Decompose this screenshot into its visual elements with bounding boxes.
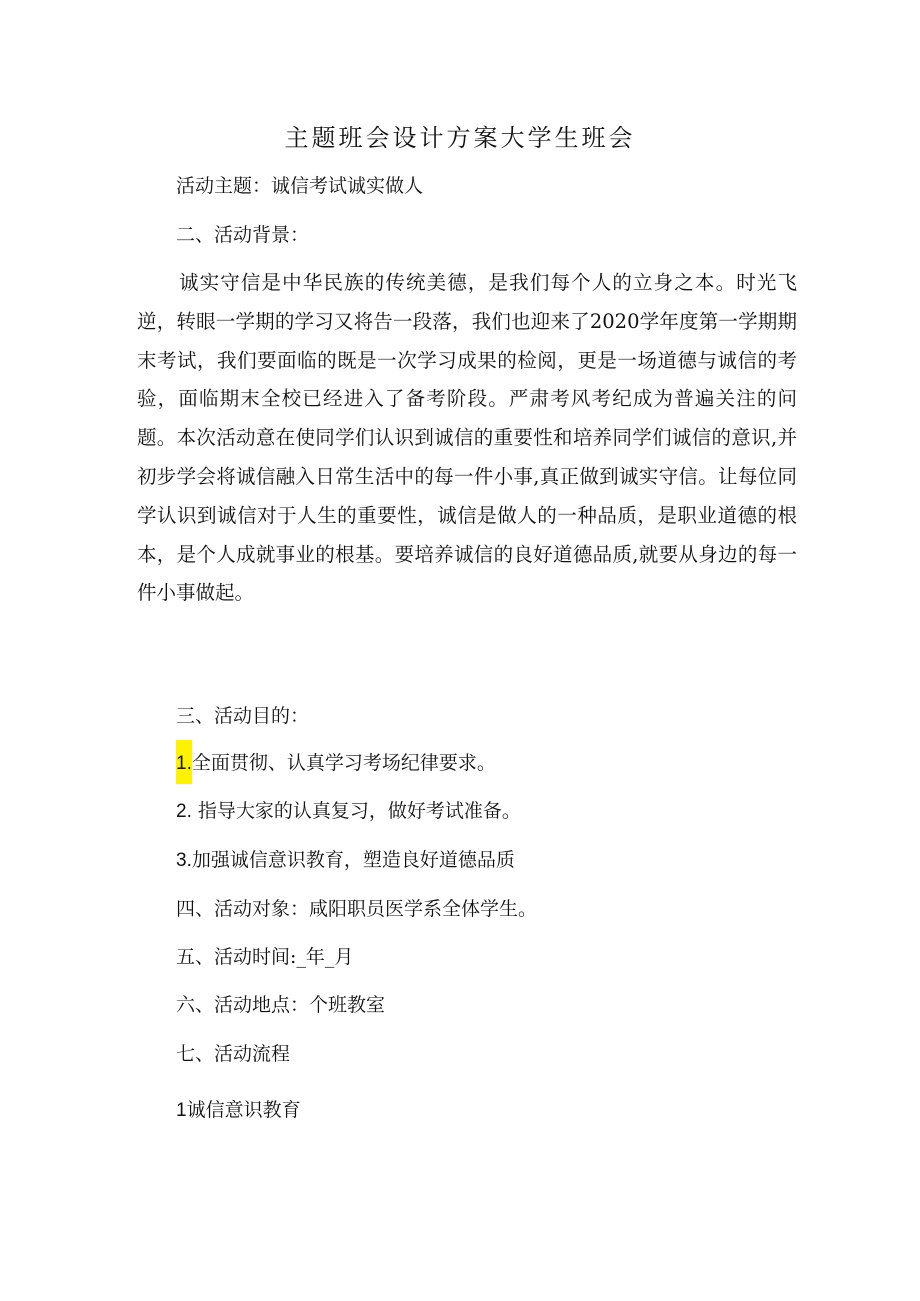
- section-heading-goals: 三、活动目的：: [176, 705, 310, 727]
- goal-number-highlight: 1.: [176, 740, 192, 784]
- document-title: 主题班会设计方案大学生班会: [284, 124, 636, 152]
- goal-text-3: 加强诚信意识教育，塑造良好道德品质: [191, 849, 515, 871]
- activity-location-line: 六、活动地点：个班教室: [176, 994, 386, 1016]
- process-step-text: 诚信意识教育: [186, 1099, 301, 1121]
- goal-item-2: [176, 797, 521, 826]
- goal-item-3: [176, 846, 515, 875]
- section-heading-background: 二、活动背景：: [176, 224, 310, 246]
- background-paragraph: 诚实守信是中华民族的传统美德，是我们每个人的立身之本。时光飞逆，转眼一学期的学习又将告一段落，我们也迎来了2020学年度第一学期期末考试，我们要面临的既是一次学习成果的检阅，更是一场道德与诚信的考验，面临期末全校已经进入了备考阶段。严肃考风考纪成为普遍关注的问题。本次活动意在使同学们认识到诚信的重要性和培养同学们诚信的意识,并初步学会将诚信融入日常生活中的每一件小事,真正做到诚实守信。让每位同学认识到诚信对于人生的重要性，诚信是做人的一种品质，是职业道德的根本，是个人成就事业的根基。要培养诚信的良好道德品质,就要从身边的每一件小事做起。: [137, 271, 797, 605]
- goal-number-2: 2.: [176, 801, 192, 822]
- goal-number-3: 3.: [176, 850, 192, 871]
- activity-time-line: 五、活动时间:_年_月: [176, 946, 354, 968]
- activity-theme-line: 活动主题：诚信考试诚实做人: [176, 175, 424, 197]
- section-heading-process: 七、活动流程: [176, 1043, 291, 1065]
- target-audience-line: 四、活动对象：咸阳职员医学系全体学生。: [176, 898, 538, 920]
- goal-item-1: [176, 749, 496, 784]
- goal-text-1: 全面贯彻、认真学习考场纪律要求。: [191, 752, 496, 774]
- goal-text-2: 指导大家的认真复习，做好考试准备。: [191, 800, 521, 822]
- process-step-number: 1: [176, 1100, 187, 1121]
- process-step-1: [176, 1096, 301, 1125]
